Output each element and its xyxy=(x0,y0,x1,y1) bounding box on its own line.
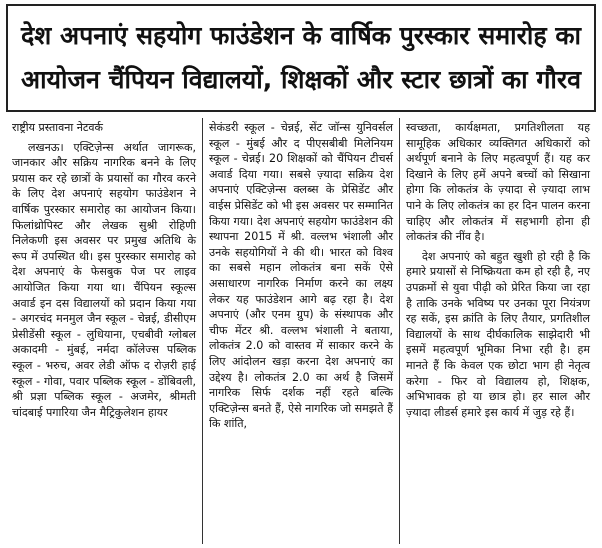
headline-line-2: आयोजन चैंपियन विद्यालयों, शिक्षकों और स्टार छात्रों का गौरव xyxy=(20,65,582,94)
article-column-1 xyxy=(6,118,202,544)
article-column-3 xyxy=(399,118,596,544)
article-paragraph: देश अपनाएं को बहुत खुशी हो रही है कि हमारे प्रयासों से निष्क्रियता कम हो रही है, नए उपक्रमों से युवा पीढ़ी को प्रेरित किया जा रहा है ताकि उनके भविष्य पर उनका पूरा नियंत्रण रह सकें, इस क्रांति के लिए तैयार, प्रगतिशील विद्यालयों के साथ दीर्घकालिक साझेदारी भी इसमें महत्वपूर्ण भूमिका निभा रही है। हम मानते हैं कि केवल एक छोटा भाग ही नेतृत्व करेगा - फिर वो विद्यालय हो, शिक्षक, अभिभावक हो या छात्र हो। हर साल और ज़्यादा लीडर्स हमारे इस कार्य में जुड़ रहे हैं। xyxy=(406,249,590,419)
article-paragraph: सेकंडरी स्कूल - चेन्नई, सेंट जॉन्स युनिवर्सल स्कूल - मुंबई और द पीएसबीबी मिलेनियम स्कूल - चेन्नई। 20 शिक्षकों को चैंपियन टीचर्स अवार्ड दिया गया। सबसे ज़्यादा सक्रिय देश अपनाएं एक्टिज़ेन्स क्लब्स के प्रेसिडेंट और वाईस प्रेसिडेंट को भी इस अवसर पर सम्मानित किया गया। देश अपनाएं सहयोग फाउंडेशन की स्थापना 2015 में श्री. वल्लभ भंशाली और उनके सहयोगियों ने की थी। भारत को विश्व का सबसे महान लोकतंत्र बना सकें ऐसे असाधारण नागरिक निर्माण करने का लक्ष्य लेकर यह फाउंडेशन आगे बढ़ रहा है। देश अपनाएं (और एनम ग्रुप) के संस्थापक और चीफ मेंटर श्री. वल्लभ भंशाली ने बताया, लोकतंत्र 2.0 को वास्तव में साकार करने के लिए आंदोलन खड़ा करना देश अपनाएं का उद्देश्य है। लोकतंत्र 2.0 का अर्थ है जिसमें नागरिक सिर्फ दर्शक नहीं रहते बल्कि एक्टिज़ेन्स बनते हैं, ऐसे नागरिक जो समझते हैं कि शांति, xyxy=(209,121,393,431)
byline: राष्ट्रीय प्रस्तावना नेटवर्क xyxy=(12,121,103,134)
headline-line-1: देश अपनाएं सहयोग फाउंडेशन के वार्षिक पुरस्कार समारोह का xyxy=(20,21,582,50)
article-column-2 xyxy=(202,118,399,544)
article-columns xyxy=(6,118,596,544)
article-paragraph: स्वच्छता, कार्यक्षमता, प्रगतिशीलता यह सामूहिक अधिकार व्यक्तिगत अधिकारों को अर्थपूर्ण बनाने के लिए महत्वपूर्ण हैं। यह कर दिखाने के लिए हमें अपने बच्चों को सिखाना होगा कि लोकतंत्र के ज़्यादा से ज़्यादा लाभ पाने के लिए लोकतंत्र का हर दिन पालन करना चाहिए और लोकतंत्र में सहभागी होना ही लोकतंत्र की नींव है। xyxy=(406,121,590,244)
headline-box xyxy=(6,4,596,112)
article-paragraph: लखनऊ। एक्टिज़ेन्स अर्थात जागरूक, जानकार और सक्रिय नागरिक बनने के लिए प्रयास कर रहे छात्रों के प्रयासों का गौरव करने के लिए देश अपनाएं सहयोग फाउंडेशन ने वार्षिक पुरस्कार समारोह का आयोजन किया। फिलांथ्रोपिस्ट और लेखक सुश्री रोहिणी निलेकणी इस अवसर पर प्रमुख अतिथि के रूप में उपस्थित थी। इस पुरस्कार समारोह को देश अपनाएं के फेसबुक पेज पर लाइव आयोजित किया गया था। चैंपियन स्कूल्स अवार्ड इन दस विद्यालयों को प्रदान किया गया - अगरचंद मनमुल जैन स्कूल - चेन्नई, डीसीएम प्रेसीडेंसी स्कूल - लुधियाना, एचबीवी ग्लोबल अकादमी - मुंबई, नर्मदा कॉलेज्स पब्लिक स्कूल - भरुच, अवर लेडी ऑफ द रोज़री हाई स्कूल - गोवा, पवार पब्लिक स्कूल - डोंबिवली, श्री प्रज्ञा पब्लिक स्कूल - अजमेर, श्रीमती चांदबाई पगारिया जैन मैट्रिकुलेशन हायर xyxy=(12,140,196,419)
